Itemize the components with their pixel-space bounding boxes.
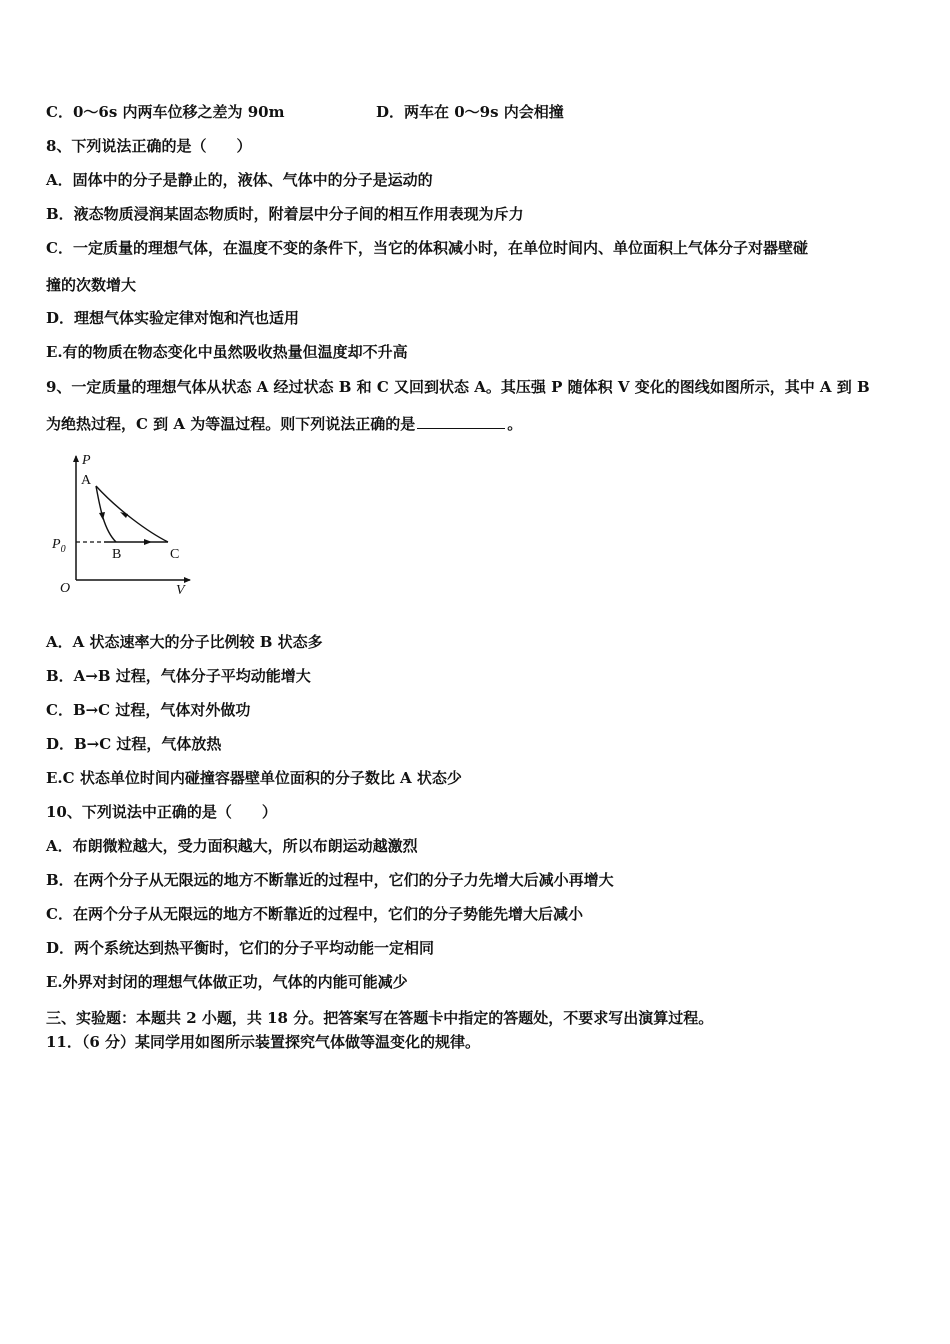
option-9d: D．B→C 过程，气体放热: [46, 735, 222, 753]
option-8c-line2: 撞的次数增大: [46, 276, 137, 294]
pv-diagram-svg: [48, 448, 198, 603]
question-8: 8、下列说法正确的是（ ）: [46, 137, 252, 155]
option-7d: D．两车在 0～9s 内会相撞: [376, 103, 564, 121]
point-label-c: C: [170, 547, 180, 562]
point-label-a: A: [81, 473, 92, 488]
question-9-stem: 为绝热过程，C 到 A 为等温过程。则下列说法正确的是: [46, 415, 416, 433]
option-8c-line1: C．一定质量的理想气体，在温度不变的条件下，当它的体积减小时，在单位时间内、单位面积上气体分子对器壁碰: [46, 239, 808, 257]
p0-label: [51, 537, 66, 555]
option-10e: E.外界对封闭的理想气体做正功，气体的内能可能减少: [46, 973, 408, 991]
question-9-period: 。: [507, 415, 523, 433]
option-8b: B．液态物质浸润某固态物质时，附着层中分子间的相互作用表现为斥力: [46, 205, 524, 223]
option-8d: D．理想气体实验定律对饱和汽也适用: [46, 309, 300, 327]
answer-blank: [417, 414, 505, 429]
question-9-line2: [46, 414, 522, 434]
question-10: 10、下列说法中正确的是（ ）: [46, 803, 277, 821]
option-10a: A．布朗微粒越大，受力面积越大，所以布朗运动越激烈: [46, 837, 418, 855]
p0-subscript: 0: [60, 544, 66, 555]
option-10d: D．两个系统达到热平衡时，它们的分子平均动能一定相同: [46, 939, 435, 957]
axis-label-p: P: [82, 453, 91, 468]
curve-a-to-b: [96, 486, 116, 542]
curve-c-to-a: [96, 486, 168, 542]
option-10b: B．在两个分子从无限远的地方不断靠近的过程中，它们的分子力先增大后减小再增大: [46, 871, 614, 889]
option-9b: B．A→B 过程，气体分子平均动能增大: [46, 667, 311, 685]
p0-letter: P: [52, 537, 61, 552]
origin-label: O: [60, 581, 71, 596]
option-10c: C．在两个分子从无限远的地方不断靠近的过程中，它们的分子势能先增大后减小: [46, 905, 583, 923]
point-label-b: B: [112, 547, 122, 562]
arrow-a-to-b: [99, 512, 105, 520]
pv-diagram: [48, 448, 198, 603]
axis-label-v: V: [176, 583, 185, 598]
question-11: 11．（6 分）某同学用如图所示装置探究气体做等温变化的规律。: [46, 1033, 481, 1051]
section-3-heading: 三、实验题：本题共 2 小题，共 18 分。把答案写在答题卡中指定的答题处，不要求写出演算过程。: [46, 1009, 714, 1027]
option-9a: A．A 状态速率大的分子比例较 B 状态多: [46, 633, 323, 651]
question-9-line1: 9、一定质量的理想气体从状态 A 经过状态 B 和 C 又回到状态 A。其压强 P 随体积 V 变化的图线如图所示，其中 A 到 B: [46, 378, 870, 396]
option-7c: C．0～6s 内两车位移之差为 90m: [46, 103, 285, 121]
option-9e: E.C 状态单位时间内碰撞容器壁单位面积的分子数比 A 状态少: [46, 769, 462, 787]
arrow-b-to-c: [144, 539, 152, 545]
option-8e: E.有的物质在物态变化中虽然吸收热量但温度却不升高: [46, 343, 408, 361]
option-8a: A．固体中的分子是静止的，液体、气体中的分子是运动的: [46, 171, 433, 189]
option-9c: C．B→C 过程，气体对外做功: [46, 701, 251, 719]
